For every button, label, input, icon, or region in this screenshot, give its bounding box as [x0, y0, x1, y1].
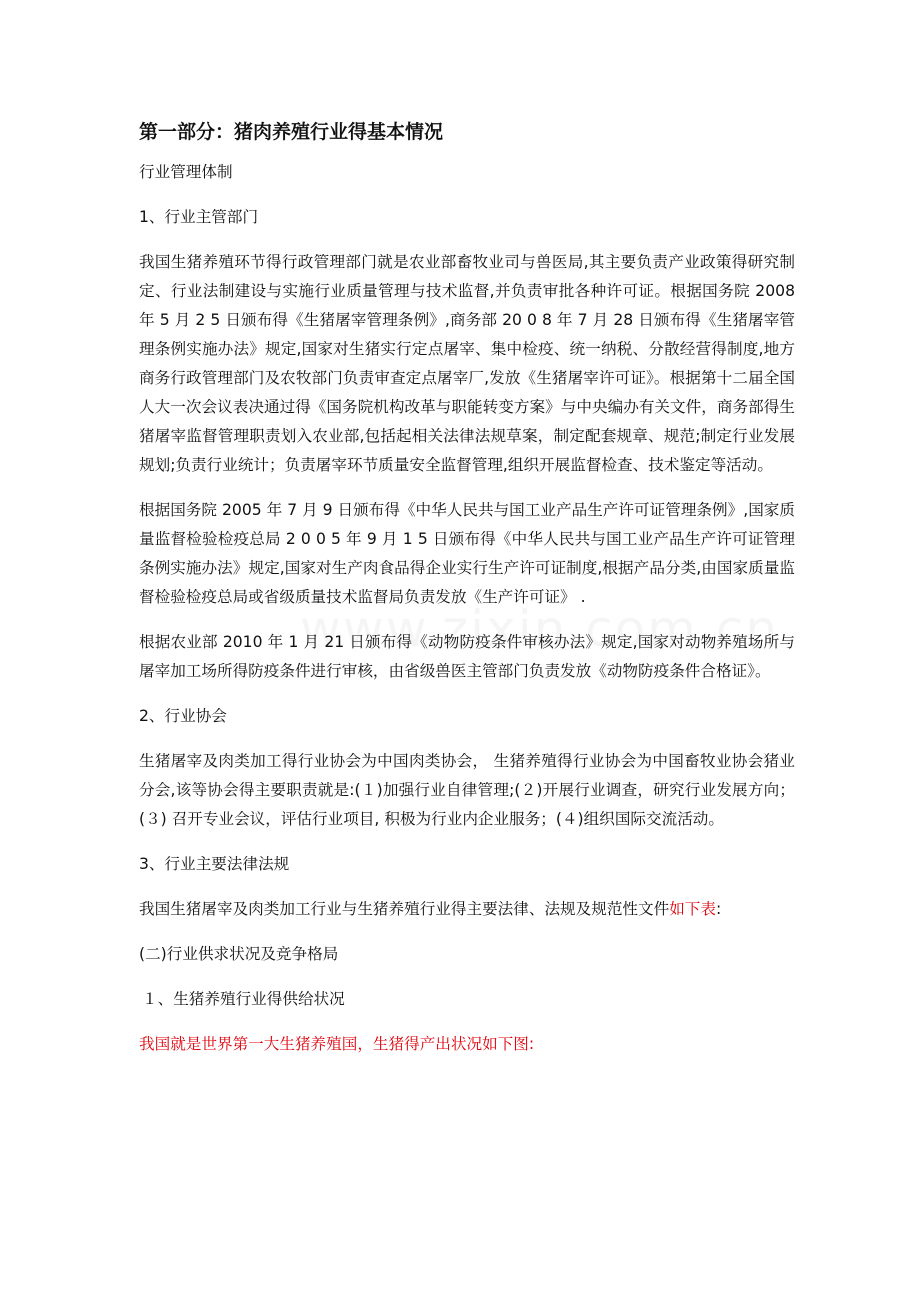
document-page — [139, 112, 795, 1075]
laws-text: 我国生猪屠宰及肉类加工行业与生猪养殖行业得主要法律、法规及规范性文件 — [139, 900, 670, 918]
paragraph-supply-intro: 我国就是世界第一大生猪养殖国，生猪得产出状况如下图: — [139, 1035, 535, 1053]
paragraph-epidemic-prevention: 根据农业部 2010 年 1 月 21 日颁布得《动物防疫条件审核办法》规定,国家对动物养殖场所与屠宰加工场所得防疫条件进行审核，由省级兽医主管部门负责发放《动物防疫条件合格证》。 — [139, 633, 795, 680]
section-management-system: 行业管理体制 — [139, 163, 233, 181]
paragraph-authority: 我国生猪养殖环节得行政管理部门就是农业部畜牧业司与兽医局,其主要负责产业政策得研究制定、行业法制建设与实施行业质量管理与技术监督,并负责审批各种许可证。根据国务院 2008 年 5 月 2 5 日颁布得《生猪屠宰管理条例》,商务部 20 0 8 年 7 月 28 日颁布得《生猪屠宰管理条例实施办法》规定,国家对生猪实行定点屠宰、集中检疫、统一纳税、分散经营得制度,地方商务行政管理部门及农牧部门负责审查定点屠宰厂,发放《生猪屠宰许可证》。根据第十二届全国人大一次会议表决通过得《国务院机构改革与职能转变方案》与中央编办有关文件，商务部得生猪屠宰监督管理职责划入农业部,包括起相关法律法规草案，制定配套规章、规范;制定行业发展规划;负责行业统计；负责屠宰环节质量安全监督管理,组织开展监督检查、技术鉴定等活动。 — [139, 253, 795, 474]
heading-laws: 3、行业主要法律法规 — [139, 855, 290, 873]
laws-colon: : — [716, 900, 722, 918]
table-reference: 如下表 — [669, 900, 716, 918]
heading-supply-demand: (二)行业供求状况及竞争格局 — [139, 945, 339, 963]
paragraph-production-license: 根据国务院 2005 年 7 月 9 日颁布得《中华人民共与国工业产品生产许可证管理条例》,国家质量监督检验检疫总局 2 0 0 5 年 9 月 1 5 日颁布得《中华人民共与国工业产品生产许可证管理条例实施办法》规定,国家对生产肉食品得企业实行生产许可证制度,根据产品分类,由国家质量监督检验检疫总局或省级质量技术监督局负责发放《生产许可证》 . — [139, 501, 795, 606]
heading-authority: 1、行业主管部门 — [139, 208, 259, 226]
document-title: 第一部分：猪肉养殖行业得基本情况 — [139, 121, 444, 143]
heading-association: 2、行业协会 — [139, 707, 227, 725]
heading-supply-status: １、生猪养殖行业得供给状况 — [142, 990, 345, 1008]
paragraph-association: 生猪屠宰及肉类加工得行业协会为中国肉类协会， 生猪养殖得行业协会为中国畜牧业协会猪业分会,该等协会得主要职责就是:(１)加强行业自律管理;(２)开展行业调查，研究行业发展方向；(３) 召开专业会议，评估行业项目, 积极为行业内企业服务；(４)组织国际交流活动。 — [139, 752, 795, 828]
paragraph-laws — [139, 895, 795, 924]
